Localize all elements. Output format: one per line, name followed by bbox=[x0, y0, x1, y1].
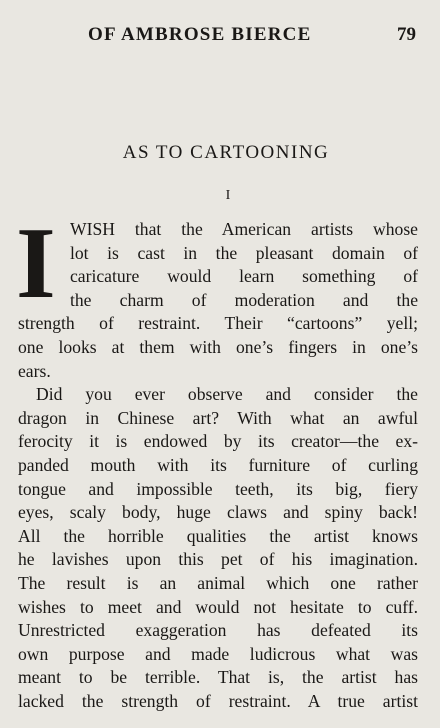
body-text bbox=[16, 207, 418, 713]
text-line: strength of restraint. Their “cartoons” yell; bbox=[18, 313, 418, 334]
drop-cap: I bbox=[16, 207, 56, 320]
text-line: meant to be terrible. That is, the artist has bbox=[18, 667, 418, 688]
text-line: The result is an animal which one rather bbox=[18, 572, 418, 593]
text-line: wishes to meet and would not hesitate to cuff. bbox=[18, 596, 418, 617]
text-line: eyes, scaly body, huge claws and spiny back! bbox=[18, 502, 418, 523]
text-line: Did you ever observe and consider the bbox=[36, 384, 418, 405]
text-line: he lavishes upon this pet of his imagination. bbox=[18, 549, 418, 570]
text-line: lacked the strength of restraint. A true artist bbox=[18, 690, 418, 711]
text-line: panded mouth with its furniture of curling bbox=[18, 454, 418, 475]
text-line: tongue and impossible teeth, its big, fiery bbox=[18, 478, 418, 499]
page-number: 79 bbox=[397, 24, 416, 45]
text-line: own purpose and made ludicrous what was bbox=[18, 643, 418, 664]
running-head bbox=[0, 24, 440, 46]
text-line: Unrestricted exaggeration has defeated its bbox=[18, 620, 418, 641]
running-title: OF AMBROSE BIERCE bbox=[88, 24, 312, 45]
text-line: WISH that the American artists whose bbox=[70, 219, 418, 239]
text-line: one looks at them with one’s fingers in one’s bbox=[18, 336, 418, 357]
text-line: ferocity it is endowed by its creator—the ex- bbox=[18, 431, 418, 452]
section-number: I bbox=[225, 188, 231, 203]
text-line: lot is cast in the pleasant domain of bbox=[70, 242, 418, 263]
text-line: the charm of moderation and the bbox=[70, 289, 418, 310]
text-line: dragon in Chinese art? With what an awful bbox=[18, 407, 418, 428]
text-line: All the horrible qualities the artist knows bbox=[18, 525, 418, 546]
text-line: caricature would learn something of bbox=[70, 266, 418, 287]
text-line: ears. bbox=[18, 360, 51, 381]
chapter-title: AS TO CARTOONING bbox=[122, 142, 330, 163]
